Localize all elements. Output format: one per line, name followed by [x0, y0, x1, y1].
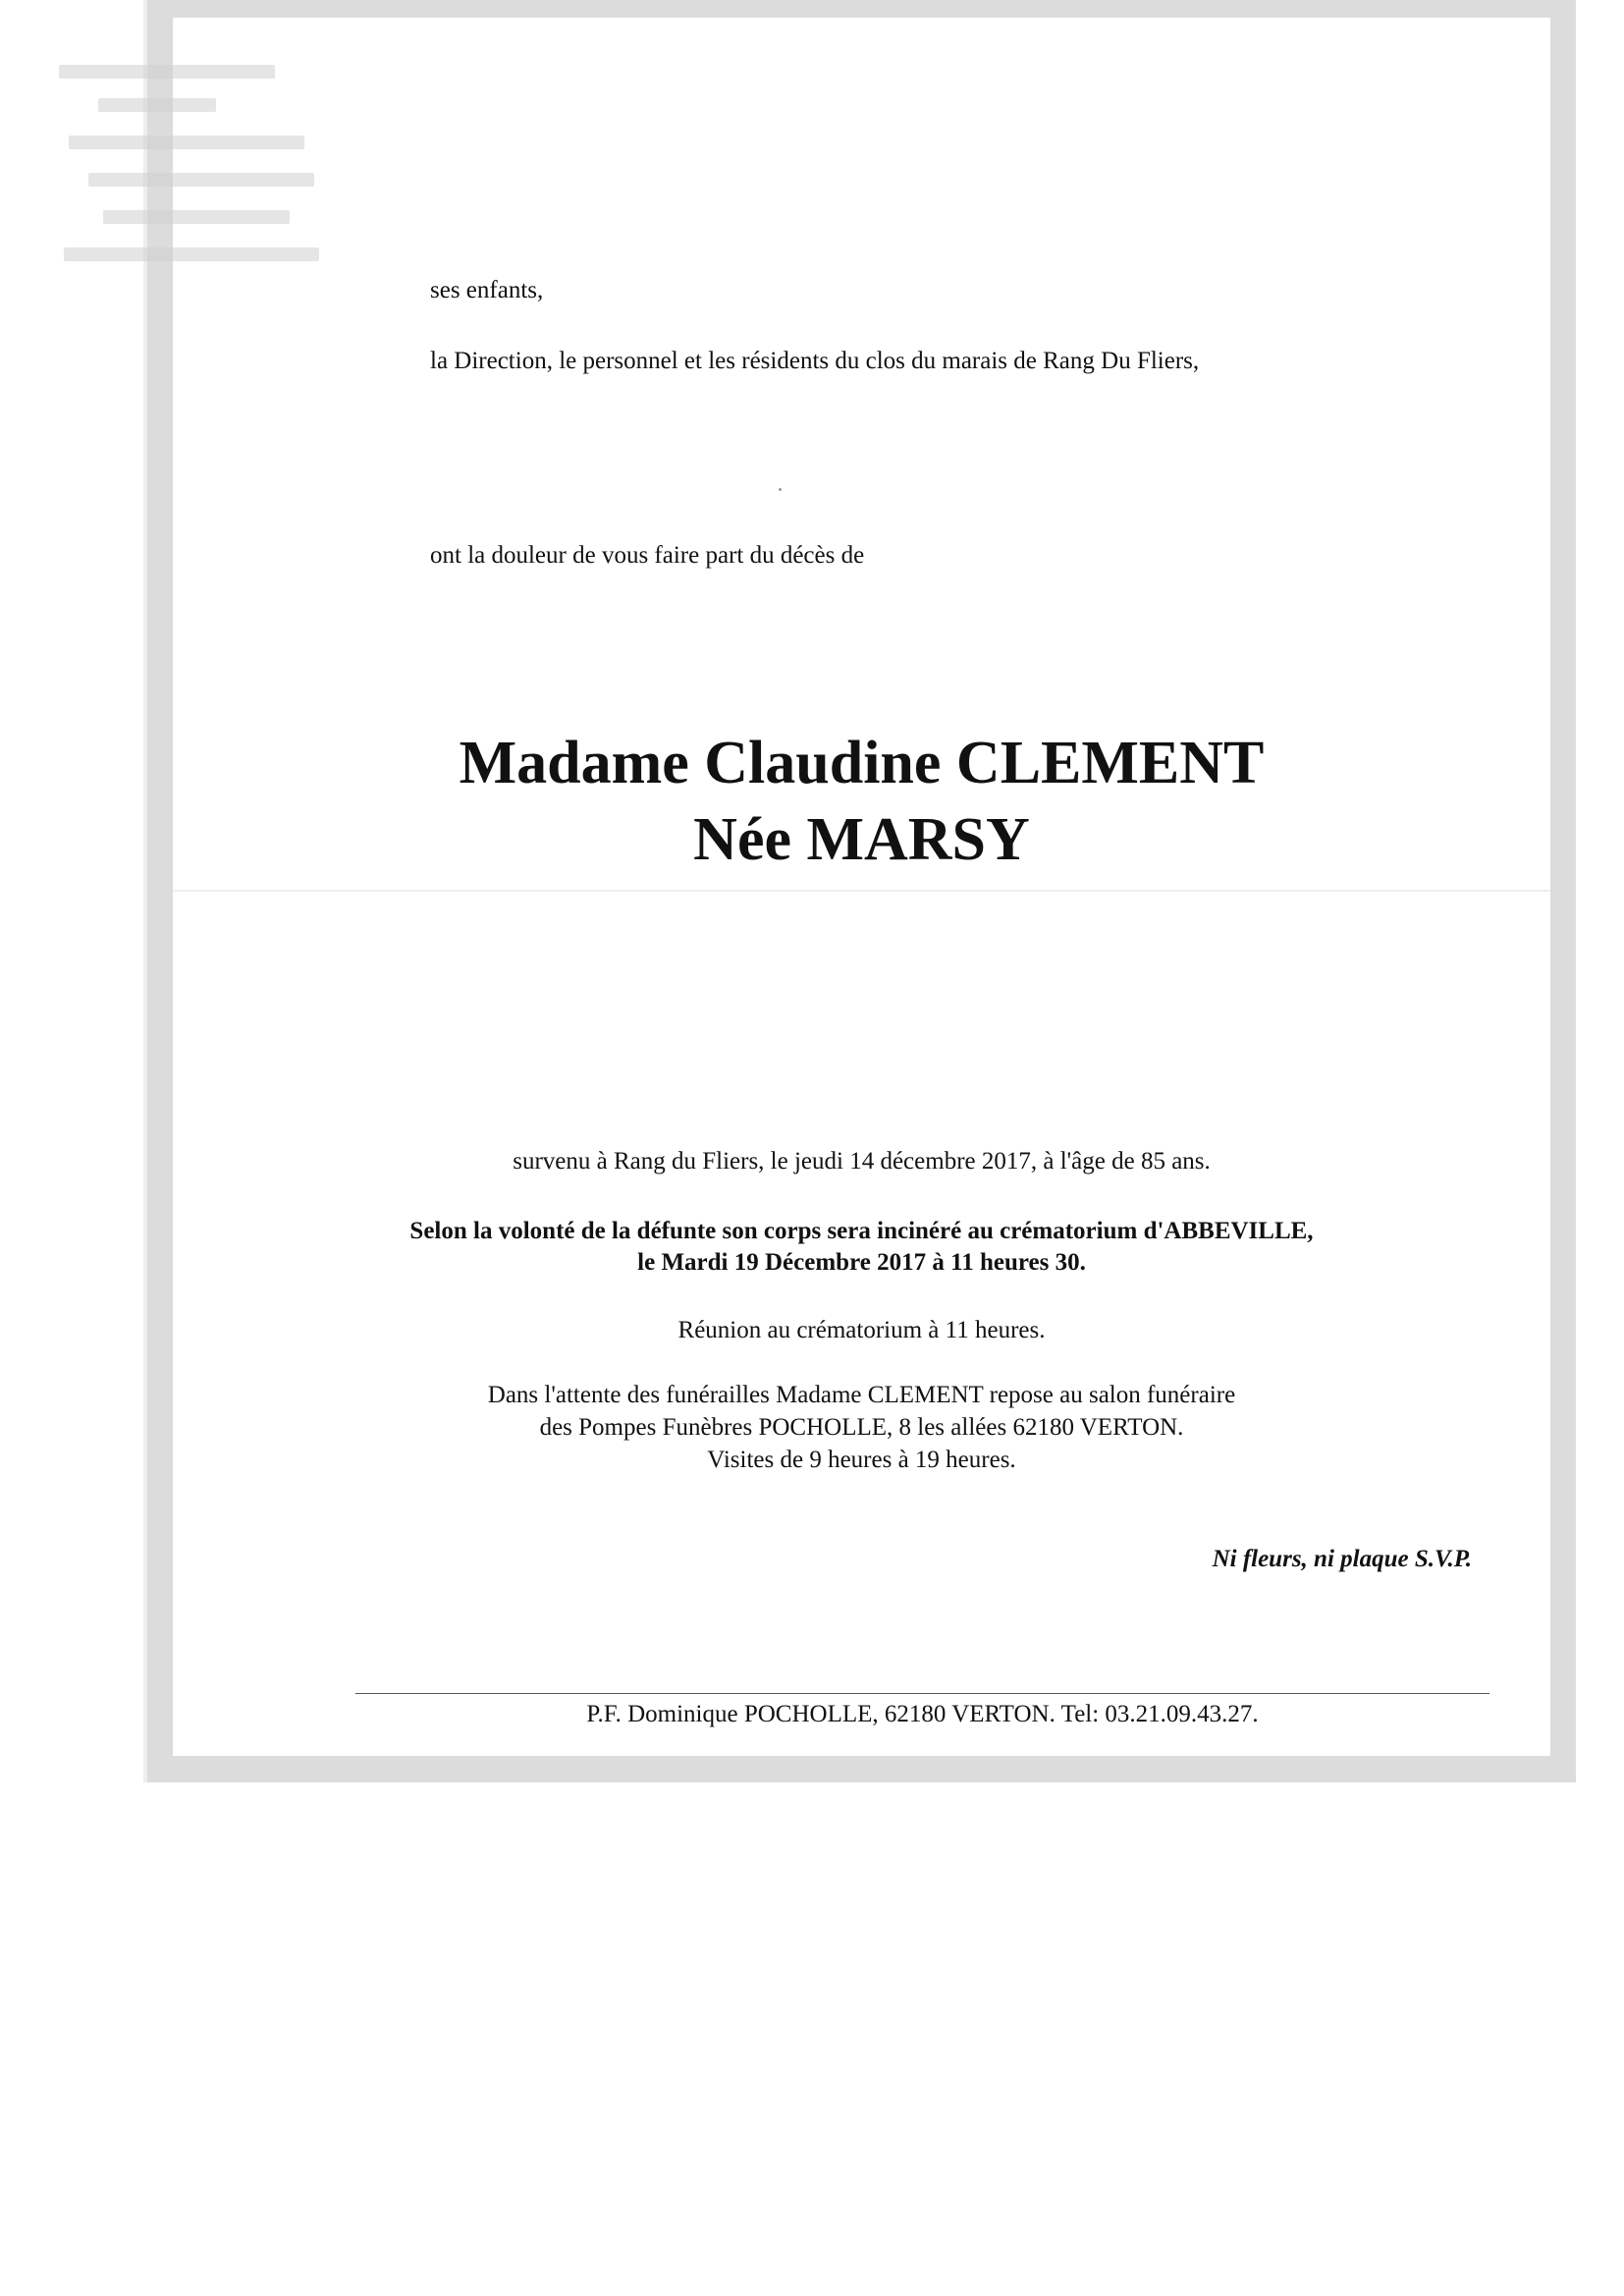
deceased-name: Madame Claudine CLEMENT [459, 730, 1265, 796]
bleed-through-stamp [59, 59, 353, 285]
children-line: ses enfants, [430, 277, 544, 303]
footer-rule [355, 1693, 1489, 1694]
douleur-line: ont la douleur de vous faire part du décès de [430, 542, 865, 569]
repose-line-1: Dans l'attente des funérailles Madame CLEMENT repose au salon funéraire [487, 1382, 1236, 1408]
cremation-line-1: Selon la volonté de la défunte son corps sera incinéré au crématorium d'ABBEVILLE, [409, 1218, 1314, 1244]
stray-dot [779, 488, 782, 491]
cremation-line-2: le Mardi 19 Décembre 2017 à 11 heures 30. [637, 1249, 1086, 1276]
visites-line: Visites de 9 heures à 19 heures. [707, 1447, 1016, 1473]
repose-line-2: des Pompes Funèbres POCHOLLE, 8 les allées 62180 VERTON. [539, 1414, 1184, 1441]
direction-line: la Direction, le personnel et les résidents du clos du marais de Rang Du Fliers, [430, 348, 1200, 374]
fold-line [173, 890, 1550, 892]
deceased-maiden-name: Née MARSY [693, 806, 1030, 873]
reunion-line: Réunion au crématorium à 11 heures. [677, 1317, 1046, 1343]
funeral-home-footer: P.F. Dominique POCHOLLE, 62180 VERTON. Tel: 03.21.09.43.27. [586, 1701, 1259, 1727]
announcement-card [173, 18, 1550, 1756]
survenu-line: survenu à Rang du Fliers, le jeudi 14 décembre 2017, à l'âge de 85 ans. [513, 1148, 1211, 1175]
flowers-note: Ni fleurs, ni plaque S.V.P. [1212, 1546, 1472, 1572]
